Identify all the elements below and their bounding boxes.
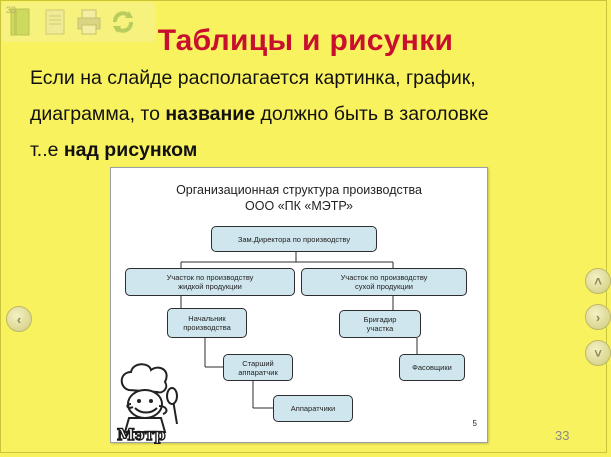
org-box-dry-unit-line-2: сухой продукции — [355, 282, 413, 291]
nav-next-button[interactable] — [585, 304, 611, 330]
body-line-1: Если на слайде располагается картинка, график, — [30, 67, 476, 89]
body-line-3-bold: над рисунком — [63, 139, 198, 161]
chevron-down-icon: ˅ — [594, 345, 602, 361]
org-box-liquid-unit-line-2: жидкой продукции — [178, 282, 242, 291]
nav-prev-button[interactable] — [6, 306, 32, 332]
org-box-dry-unit-line-1: Участок по производству — [340, 273, 428, 282]
org-chart-title-line-1: Организационная структура производства — [176, 183, 422, 197]
body-line-2-bold: название — [165, 103, 256, 125]
body-line-2-start: диаграмма, то — [30, 103, 166, 125]
body-line-2 — [30, 96, 590, 132]
body-line-2-end: должно быть в заголовке — [255, 103, 489, 125]
org-box-senior-operator-line-1: Старший — [242, 358, 274, 368]
org-box-dry-unit — [301, 268, 467, 296]
org-box-brigadier-line-2: участка — [366, 324, 394, 333]
org-box-packers — [399, 354, 465, 381]
picture-page-number: 5 — [472, 419, 477, 428]
slide-body-text — [30, 60, 590, 168]
org-box-production-head-line-1: Начальник — [188, 314, 226, 323]
org-box-director-label: Зам.Директора по производству — [237, 234, 351, 244]
org-box-senior-operator — [223, 354, 293, 381]
org-box-operators — [273, 395, 353, 422]
org-chart-title-line-2: ООО «ПК «МЭТР» — [245, 199, 353, 213]
chevron-up-icon: ˄ — [594, 273, 602, 289]
org-box-production-head — [167, 308, 247, 338]
org-box-liquid-unit — [125, 268, 295, 296]
nav-down-button[interactable] — [585, 340, 611, 366]
org-box-director — [211, 226, 377, 252]
toolbar-slide-indicator: 33 — [6, 5, 17, 15]
org-box-brigadier-line-1: Бригадир — [363, 315, 397, 324]
chevron-left-icon: ‹ — [16, 311, 22, 327]
org-chart-picture — [110, 167, 488, 443]
slide-title: Таблицы и рисунки — [157, 24, 454, 57]
org-box-operators-label: Аппаратчики — [290, 404, 336, 413]
org-box-production-head-line-2: производства — [183, 323, 231, 332]
chevron-right-icon: › — [595, 309, 601, 325]
org-box-senior-operator-line-2: аппаратчик — [238, 367, 278, 377]
slide-number: 33 — [555, 428, 570, 443]
svg-text:Мэтр: Мэтр — [117, 425, 166, 444]
body-line-3-start: т..е — [30, 139, 64, 161]
org-box-liquid-unit-line-1: Участок по производству — [166, 273, 254, 282]
body-line-3 — [30, 132, 590, 168]
chef-logo — [111, 360, 193, 449]
org-box-brigadier — [339, 310, 421, 338]
nav-up-button[interactable] — [585, 268, 611, 294]
org-box-packers-label: Фасовщики — [412, 363, 452, 372]
